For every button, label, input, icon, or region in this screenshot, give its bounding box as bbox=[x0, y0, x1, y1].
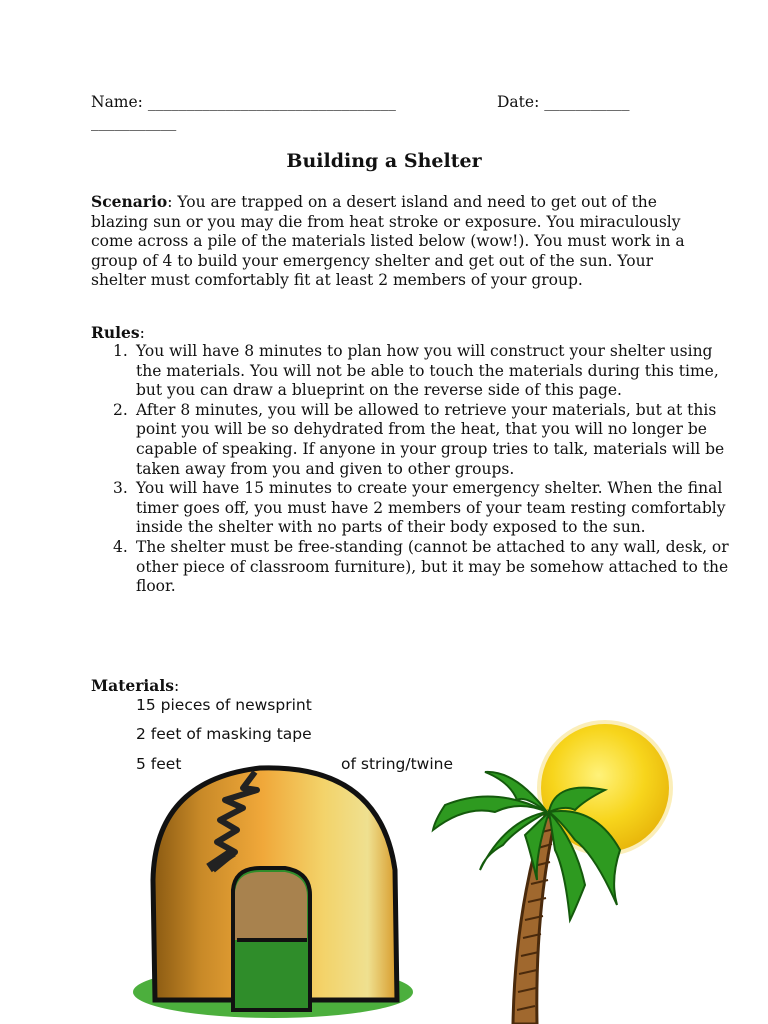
page-title: Building a Shelter bbox=[286, 150, 482, 172]
materials-label: Materials bbox=[91, 676, 174, 695]
rule-text: The shelter must be free-standing (cannot be attached to any wall, desk, or other piece of classroom furniture), but it may be somehow attached to the floor. bbox=[136, 537, 729, 596]
material-item-continuation: of string/twine bbox=[341, 755, 454, 773]
rules-list bbox=[91, 342, 736, 597]
scenario-text: : You are trapped on a desert island and need to get out of the blazing sun or you may die from heat stroke or exposure. You miraculously come across a pile of the materials listed below (wow!). You must work in a group of 4 to build your emergency shelter and get out of the sun. Your shelter must comfortably fit at least 2 members of your group. bbox=[91, 193, 685, 290]
palm-tree-icon bbox=[425, 760, 635, 1024]
scenario-label: Scenario bbox=[91, 192, 168, 211]
rules-heading: Rules: bbox=[91, 323, 145, 342]
rule-number: 4. bbox=[113, 537, 128, 556]
scenario-paragraph bbox=[91, 192, 691, 291]
rule-item bbox=[113, 400, 736, 479]
name-field-label: Name: ________________________________ bbox=[91, 93, 396, 111]
material-item: 2 feet of masking tape bbox=[136, 725, 312, 743]
rule-item bbox=[113, 342, 736, 401]
materials-heading: Materials: bbox=[91, 676, 180, 695]
material-item: 15 pieces of newsprint bbox=[136, 696, 312, 714]
material-item: 5 feet bbox=[136, 755, 182, 773]
rule-text: You will have 8 minutes to plan how you will construct your shelter using the materials. You will not be able to touch the materials during this time, but you can draw a blueprint on the reverse side of this page. bbox=[136, 342, 719, 400]
rule-item bbox=[113, 537, 736, 597]
date-field-label: Date: ___________ bbox=[497, 93, 630, 111]
rule-item bbox=[113, 479, 736, 538]
rule-text: After 8 minutes, you will be allowed to retrieve your materials, but at this point you will be so dehydrated from the heat, that you will no longer be capable of speaking. If anyone in your group tries to talk, materials will be taken away from you and given to other groups. bbox=[136, 400, 725, 478]
date-field-continuation: ___________ bbox=[91, 113, 177, 131]
rule-text: You will have 15 minutes to create your emergency shelter. When the final timer goes off, you must have 2 members of your team resting comfortably inside the shelter with no parts of their body exposed to the sun. bbox=[136, 479, 726, 537]
rules-label: Rules bbox=[91, 323, 140, 342]
rule-number: 1. bbox=[113, 342, 128, 360]
rule-number: 2. bbox=[113, 400, 128, 419]
rule-number: 3. bbox=[113, 479, 128, 498]
hut-icon bbox=[125, 760, 420, 1024]
